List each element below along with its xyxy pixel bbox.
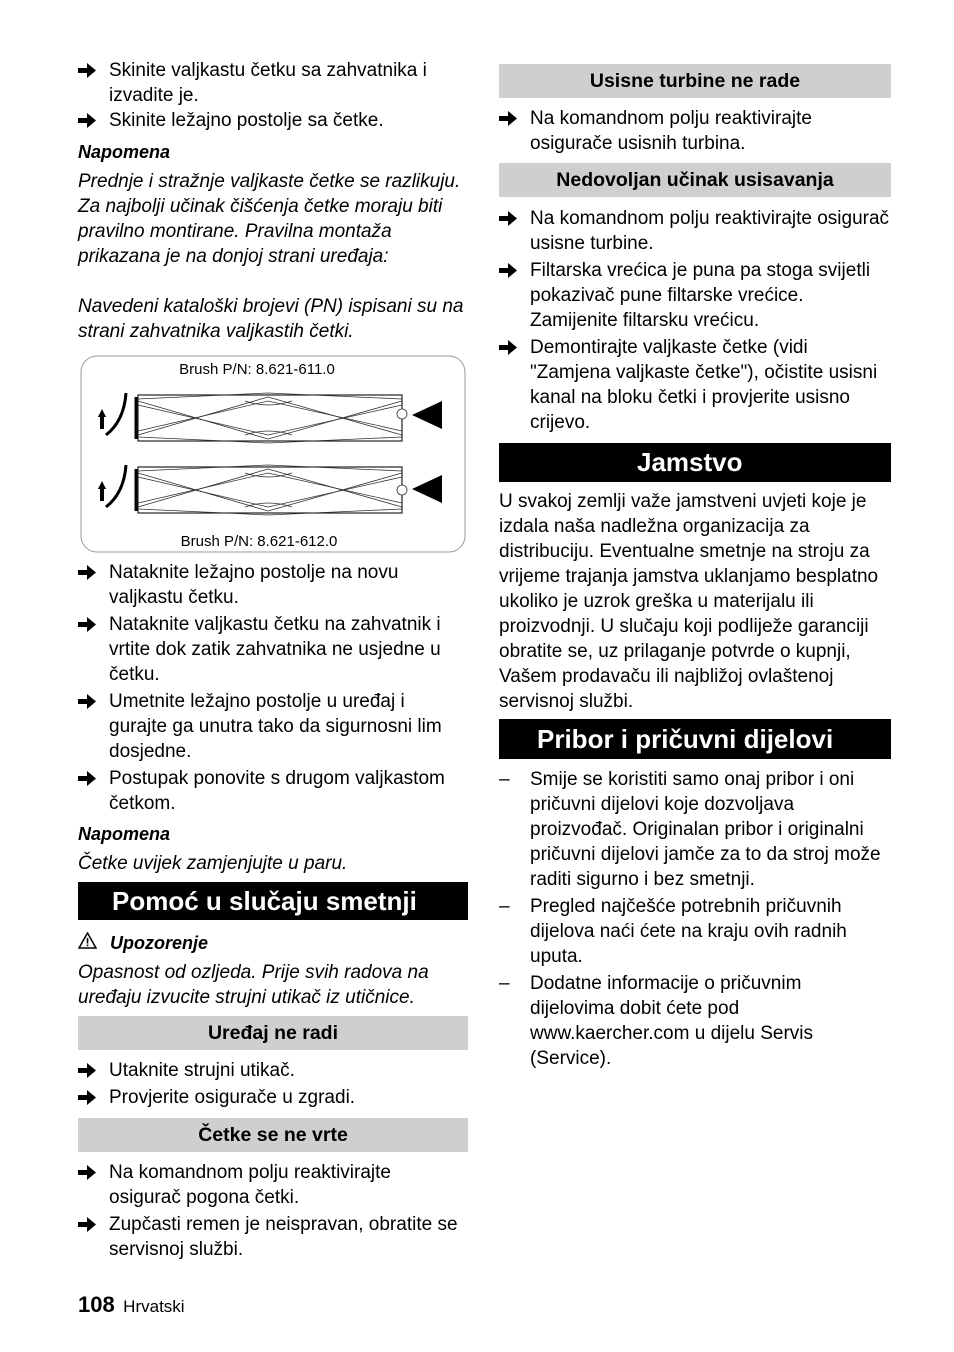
step-list [499, 206, 891, 435]
page-footer [78, 1292, 468, 1318]
list-item [78, 1085, 468, 1110]
arrow-right-icon [78, 58, 102, 78]
list-item-text: Dodatne informacije o pričuvnim dijelovima dobit ćete pod www.kaercher.com u dijelu Servis (Service). [530, 973, 813, 1069]
note-title: Napomena [78, 824, 171, 844]
subheading-brushes-not-rotating: Četke se ne vrte [78, 1118, 468, 1152]
page-number: 108 [78, 1292, 115, 1317]
list-item [78, 689, 468, 764]
note-text: Četke uvijek zamjenjujte u paru. [78, 853, 348, 874]
arrow-right-icon [78, 1160, 102, 1180]
step-list [78, 1160, 468, 1262]
list-item-text: Utaknite strujni utikač. [109, 1060, 295, 1081]
list-item [78, 766, 468, 816]
list-item-text: Zupčasti remen je neispravan, obratite se servisnoj službi. [109, 1214, 458, 1260]
arrow-right-icon [78, 689, 102, 709]
list-item [499, 894, 891, 969]
dash-bullet: – [499, 973, 510, 994]
list-item [499, 106, 891, 156]
list-item [78, 58, 468, 108]
section-heading-troubleshooting: Pomoć u slučaju smetnji [78, 882, 468, 920]
list-item-text: Provjerite osigurače u zgradi. [109, 1087, 356, 1108]
list-item-text: Demontirajte valjkaste četke (vidi "Zamjena valjkaste četke"), očistite usisni kanal na bloku četki i provjerite usisno crijevo. [530, 337, 878, 433]
subheading-device-not-working: Uređaj ne radi [78, 1016, 468, 1050]
warning-text: Opasnost od ozljeda. Prije svih radova na uređaju izvucite strujni utikač iz utičnice. [78, 962, 429, 1008]
list-item-text: Na komandnom polju reaktivirajte osigurač pogona četki. [109, 1162, 391, 1208]
list-item-text: Na komandnom polju reaktivirajte osigurač usisne turbine. [530, 208, 890, 254]
list-item [499, 206, 891, 256]
accessories-list [499, 767, 891, 1071]
brush-figure [80, 355, 466, 553]
arrow-right-icon [78, 108, 102, 128]
arrow-right-icon [78, 1212, 102, 1232]
arrow-right-icon [78, 766, 102, 786]
dash-bullet: – [499, 769, 510, 790]
step-list-top [78, 58, 468, 133]
arrow-right-icon [78, 560, 102, 580]
warning-title: Upozorenje [110, 933, 209, 953]
section-heading-warranty: Jamstvo [499, 443, 891, 482]
section-heading-accessories: Pribor i pričuvni dijelovi [499, 719, 891, 759]
list-item-text: Filtarska vrećica je puna pa stoga svijetli pokazivač pune filtarske vrećice. Zamijenite filtarsku vrećicu. [530, 260, 871, 331]
list-item [499, 335, 891, 435]
step-list [78, 1058, 468, 1110]
note-title: Napomena [78, 142, 171, 162]
arrow-right-icon [78, 612, 102, 632]
subheading-insufficient-suction: Nedovoljan učinak usisavanja [499, 163, 891, 197]
warning-triangle-icon [78, 931, 100, 956]
warranty-text: U svakoj zemlji važe jamstveni uvjeti koje je izdala naša nadležna organizacija za distribuciju. Eventualne smetnje na stroju za vrijeme trajanja jamstva uklanjamo besplatno ukoliko je uzrok greška u materijalu ili proizvodnji. U slučaju koji podliježe garanciji obratite se, uz prilaganje potvrde o kupnji, Vašem prodavaču ili najbližoj ovlaštenoj servisnoj službi. [499, 491, 879, 712]
list-item-text: Smije se koristiti samo onaj pribor i oni pričuvni dijelovi koje dozvoljava proizvođač. Originalan pribor i originalni pričuvni dijelovi jamče za to da stroj može raditi sigurno i bez smetnji. [530, 769, 881, 890]
list-item [78, 1160, 468, 1210]
subheading-turbines-not-working: Usisne turbine ne rade [499, 64, 891, 98]
brush-label-top: Brush P/N: 8.621-611.0 [179, 361, 335, 378]
list-item [78, 1212, 468, 1262]
brush-diagram [80, 355, 466, 553]
list-item-text: Nataknite ležajno postolje na novu valjkastu četku. [109, 562, 399, 608]
arrow-right-icon [499, 106, 523, 126]
warning-heading [78, 931, 468, 956]
list-item-text: Nataknite valjkastu četku na zahvatnik i vrtite dok zatik zahvatnika ne usjedne u četku. [109, 614, 441, 685]
page-language: Hrvatski [123, 1297, 185, 1316]
list-item [499, 767, 891, 892]
list-item [78, 560, 468, 610]
list-item-text: Skinite valjkastu četku sa zahvatnika i izvadite je. [109, 60, 427, 106]
list-item-text: Na komandnom polju reaktivirajte osigurače usisnih turbina. [530, 108, 812, 154]
list-item [78, 612, 468, 687]
arrow-right-icon [499, 206, 523, 226]
list-item [499, 258, 891, 333]
list-item-text: Postupak ponovite s drugom valjkastom četkom. [109, 768, 445, 814]
dash-bullet: – [499, 896, 510, 917]
brush-label-bottom: Brush P/N: 8.621-612.0 [180, 533, 338, 550]
note-text: Navedeni kataloški brojevi (PN) ispisani su na strani zahvatnika valjkastih četki. [78, 296, 464, 342]
step-list [499, 106, 891, 156]
arrow-right-icon [78, 1085, 102, 1105]
list-item [78, 1058, 468, 1083]
list-item-text: Pregled najčešće potrebnih pričuvnih dijelova naći ćete na kraju ovih radnih uputa. [530, 896, 847, 967]
arrow-right-icon [499, 258, 523, 278]
list-item-text: Skinite ležajno postolje sa četke. [109, 110, 384, 131]
arrow-right-icon [499, 335, 523, 355]
list-item-text: Umetnite ležajno postolje u uređaj i gurajte ga unutra tako da sigurnosni lim dosjedne. [109, 691, 442, 762]
note-text: Prednje i stražnje valjkaste četke se razlikuju. Za najbolji učinak čišćenja četke moraju biti pravilno montirane. Pravilna montaža prikazana je na donjoj strani uređaja: [78, 171, 461, 267]
list-item [78, 108, 468, 133]
step-list-install [78, 560, 468, 816]
arrow-right-icon [78, 1058, 102, 1078]
list-item [499, 971, 891, 1071]
